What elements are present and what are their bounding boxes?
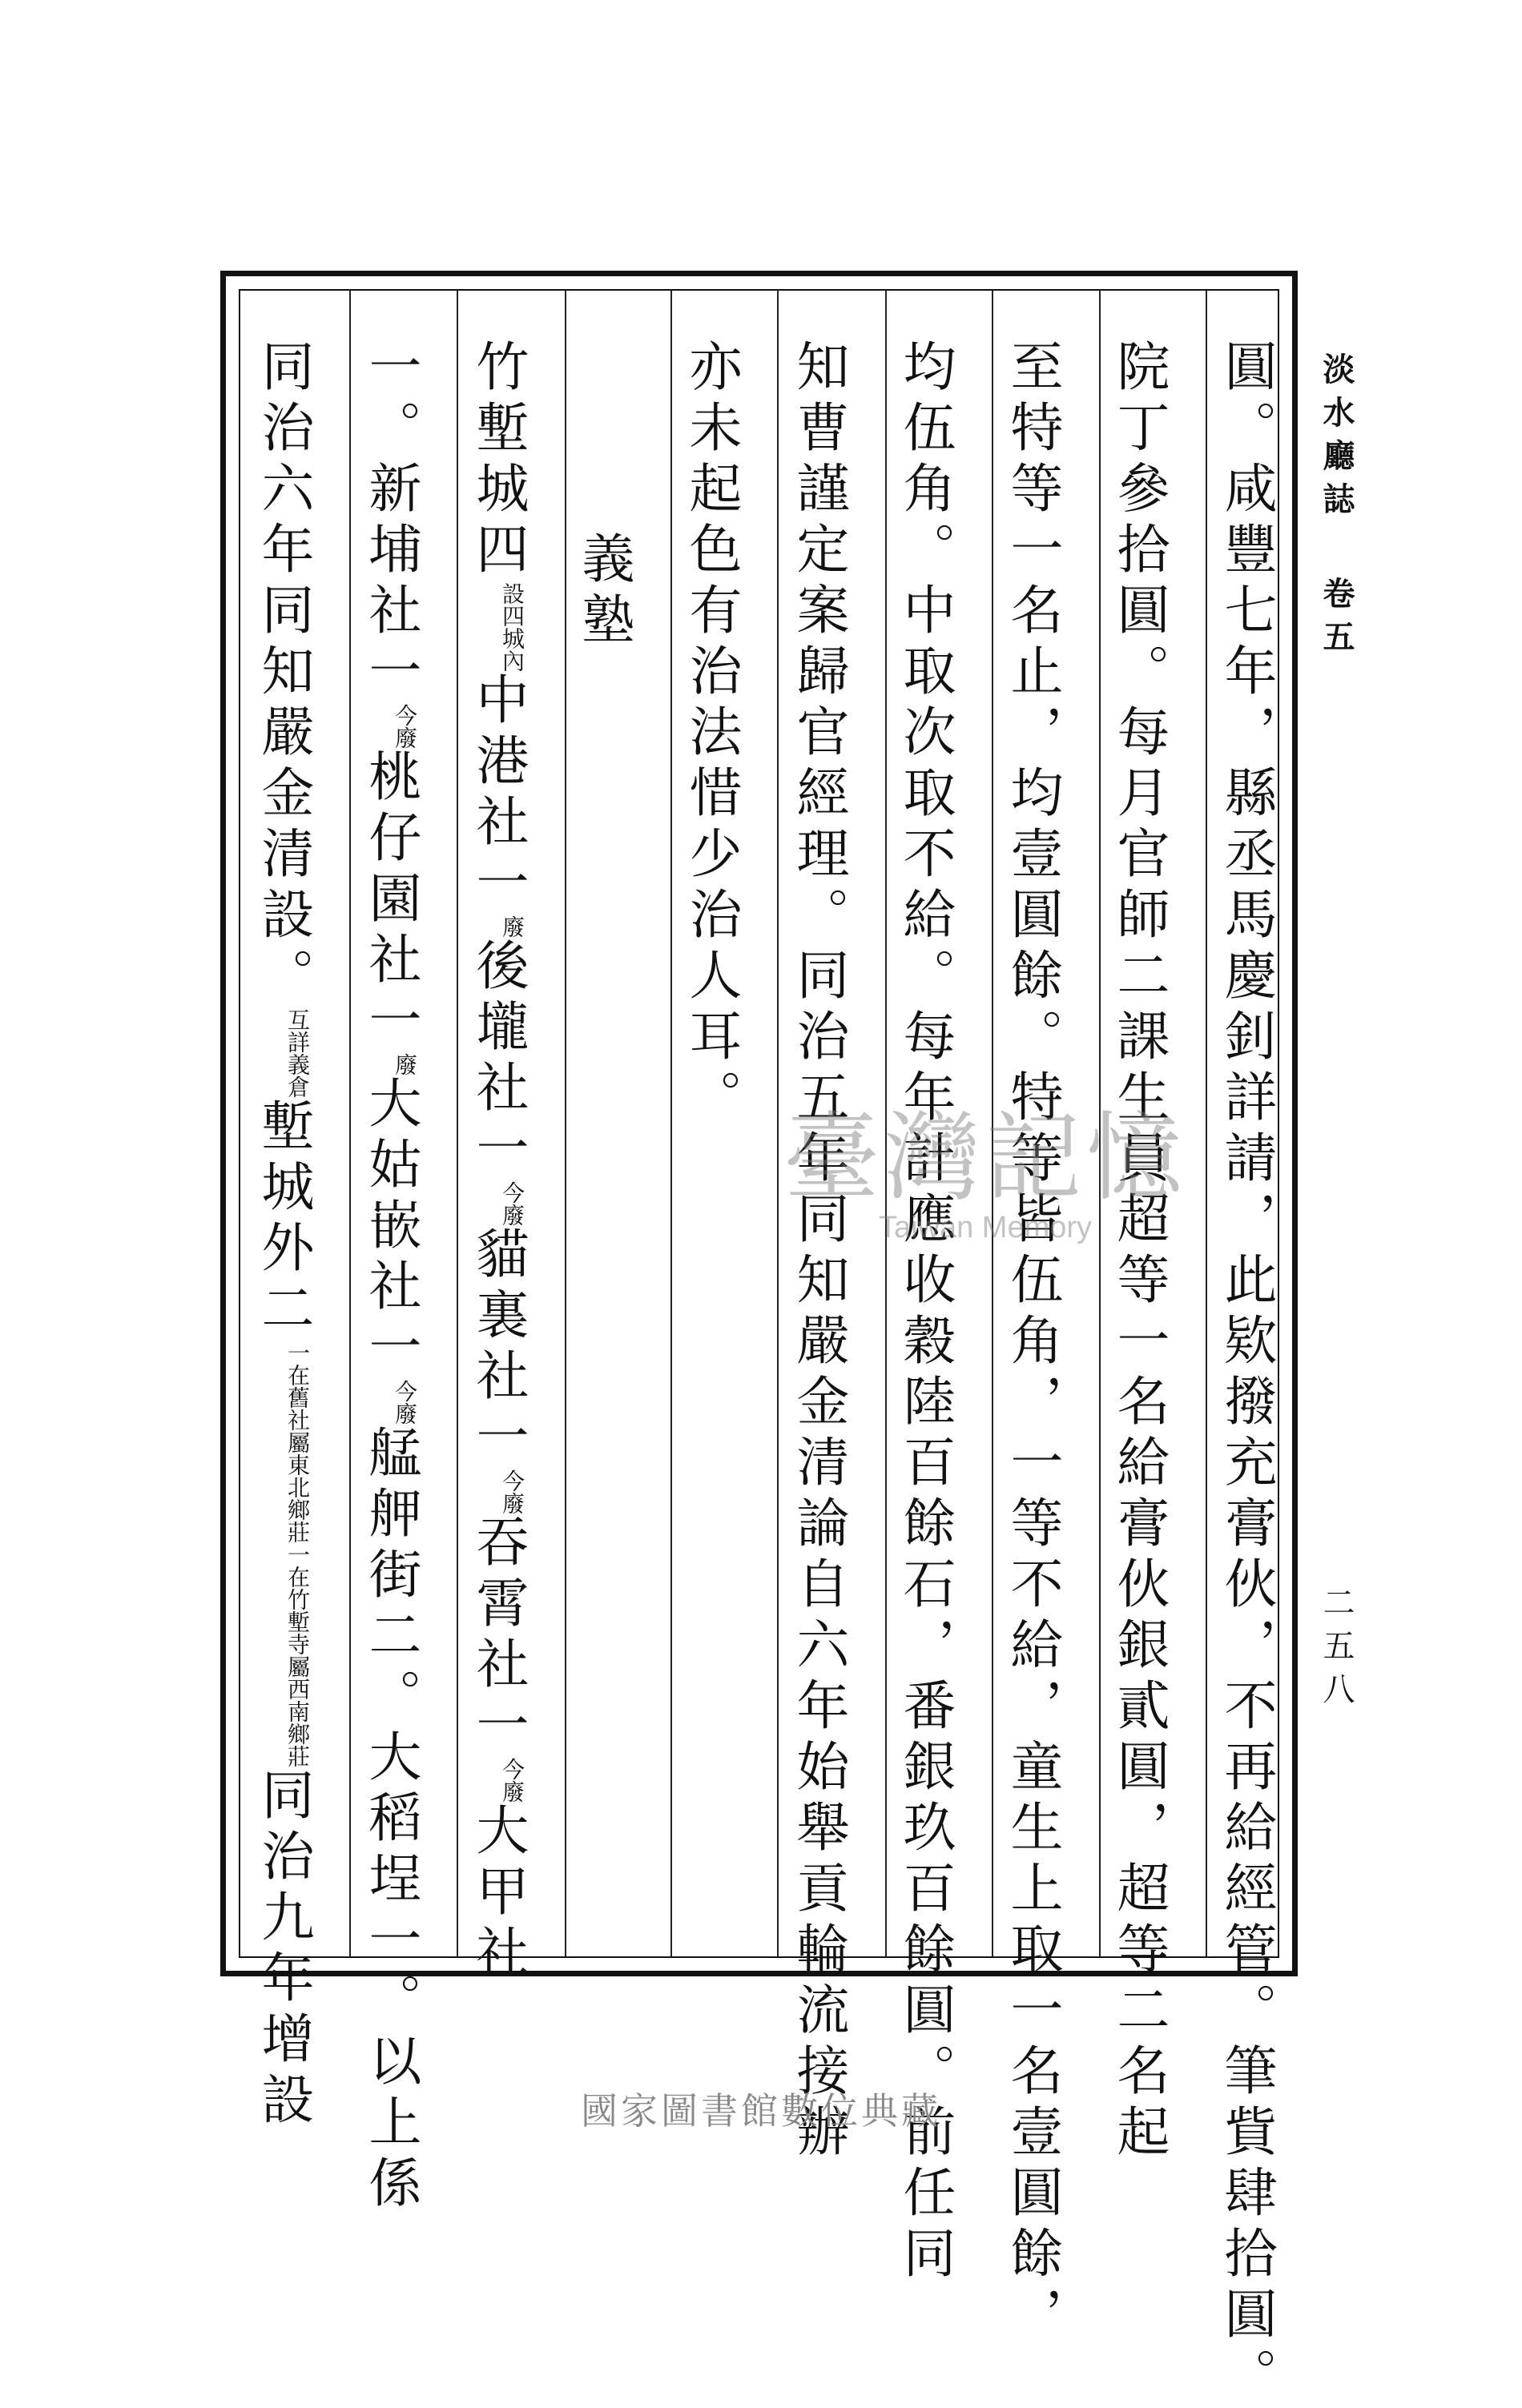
text-column-5: 知曹謹定案歸官經理。同治五年同知嚴金清論自六年始舉貢輪流接辦 (787, 339, 849, 2165)
column-divider (777, 291, 779, 1956)
annotation-note: 廢 (392, 1053, 418, 1075)
text-column-10 (252, 339, 314, 2133)
column-divider (457, 291, 458, 1956)
column-divider (349, 291, 351, 1956)
column-divider (1099, 291, 1101, 1956)
segment-text: 竹塹城四 (467, 339, 529, 582)
text-column-1: 圓。咸豐七年，縣丞馬慶釗詳請，此欵撥充膏伙，不再給經管。筆貲肆拾圓。 (1215, 339, 1277, 2408)
segment-text: 後壠社一 (467, 938, 529, 1181)
segment-text: 大姑嵌社一 (360, 1075, 421, 1380)
page-number: 二五八 (1318, 1586, 1355, 1715)
annotation-note: 一在舊社屬東北鄉莊一在竹塹寺屬西南鄉莊 (284, 1341, 311, 1767)
column-divider (992, 291, 993, 1956)
segment-text: 同治九年增設 (252, 1767, 314, 2133)
segment-text: 吞霄社一 (467, 1514, 529, 1758)
column-divider (885, 291, 887, 1956)
annotation-note: 今廢 (499, 1181, 525, 1226)
segment-text: 桃仔園社一 (360, 749, 421, 1053)
annotation-note: 設四城內 (499, 582, 525, 672)
section-heading-yishu: 義塾 (573, 531, 634, 653)
watermark-english: Taiwan Memory (878, 1211, 1093, 1244)
text-column-9 (360, 339, 421, 2216)
text-column-6: 亦未起色有治法惜少治人耳。 (680, 339, 742, 1130)
text-column-2: 院丁參拾圓。每月官師二課生員超等一名給膏伙銀貳圓，超等二名起 (1108, 339, 1170, 2165)
column-divider (1206, 291, 1207, 1956)
watermark-chinese: 臺灣記憶 (783, 1103, 1187, 1214)
annotation-note: 今廢 (392, 704, 418, 749)
column-divider (670, 291, 672, 1956)
segment-text: 同治六年同知嚴金清設。 (252, 339, 314, 1008)
text-column-4: 均伍角。中取次取不給。每年計應收穀陸百餘石，番銀玖百餘圓。前任同 (894, 339, 956, 2286)
book-title: 淡水廳誌 (1318, 352, 1355, 525)
segment-text: 塹城外二 (252, 1098, 314, 1341)
segment-text: 中港社一 (467, 672, 529, 915)
volume-label: 卷五 (1318, 577, 1355, 663)
text-column-8 (467, 339, 529, 1985)
segment-text: 貓裏社一 (467, 1226, 529, 1469)
annotation-note: 今廢 (499, 1758, 525, 1803)
annotation-note: 今廢 (499, 1469, 525, 1514)
column-divider (565, 291, 566, 1956)
text-column-3: 至特等一名止，均壹圓餘。特等皆伍角，一等不給，童生上取一名壹圓餘， (1001, 339, 1063, 2347)
segment-text: 艋舺街二。大稻埕一。以上係 (360, 1425, 421, 2216)
footer-credit: 國家圖書館數位典藏 (581, 2089, 941, 2133)
annotation-note: 廢 (499, 915, 525, 938)
annotation-note: 互詳義倉 (284, 1008, 311, 1098)
segment-text: 大甲社 (467, 1803, 529, 1985)
annotation-note: 今廢 (392, 1380, 418, 1425)
segment-text: 一。新埔社一 (360, 339, 421, 704)
